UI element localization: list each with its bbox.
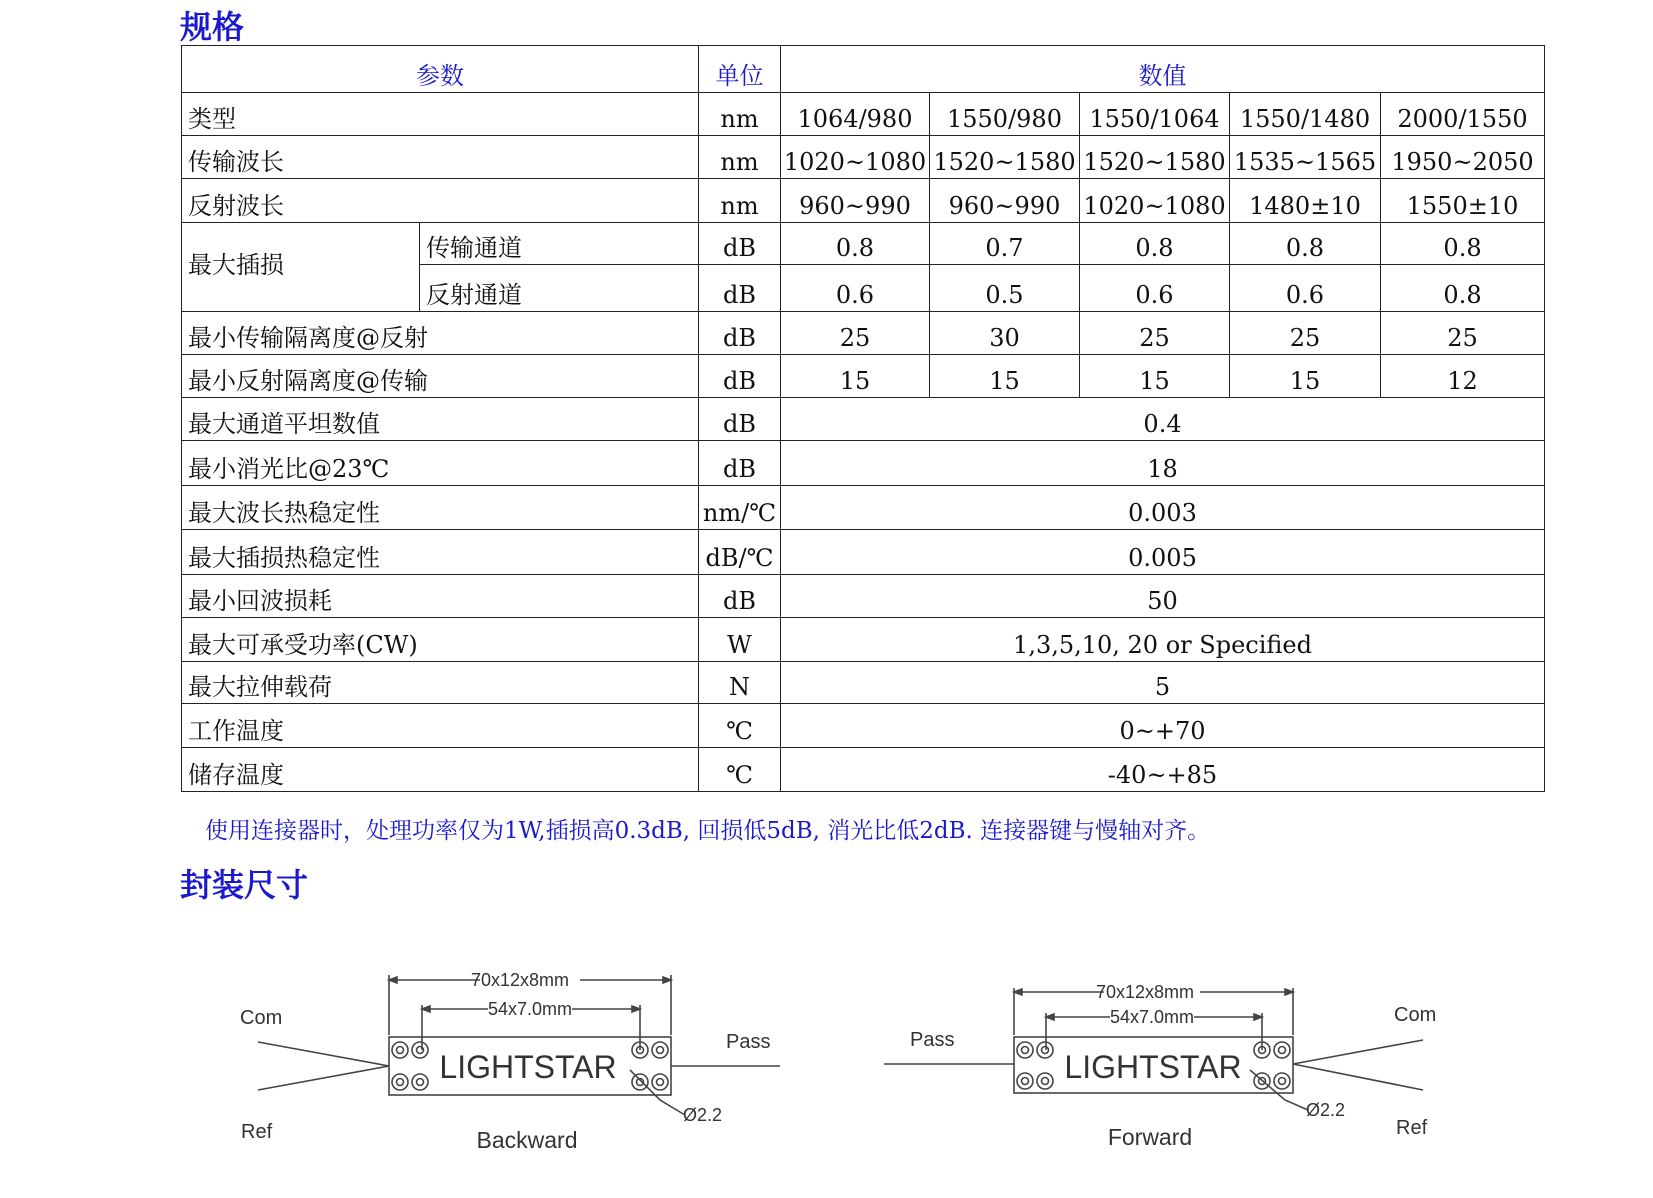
cell: 0.5 [930,265,1080,312]
cell: 1550/1480 [1230,93,1381,136]
cell: 0.8 [1381,223,1545,265]
forward-ref-label: Ref [1396,1117,1428,1139]
row-unit: nm [699,179,781,223]
cell: 0.4 [781,398,1545,441]
forward-brand: LIGHTSTAR [1064,1049,1242,1085]
header-unit: 单位 [699,46,781,93]
backward-hole-dim: Ø2.2 [683,1105,723,1125]
row-label: 最小传输隔离度@反射 [182,312,699,355]
cell: 0~+70 [781,704,1545,748]
cell: 50 [781,575,1545,618]
cell: -40~+85 [781,748,1545,792]
cell: 0.8 [781,223,930,265]
cell: 25 [1381,312,1545,355]
row-label: 最大可承受功率(CW) [182,618,699,662]
cell: 15 [1230,355,1381,398]
cell: 15 [930,355,1080,398]
row-unit: dB [699,265,781,312]
cell: 1535~1565 [1230,136,1381,179]
row-label: 最小消光比@23℃ [182,441,699,486]
row-unit: dB [699,355,781,398]
row-unit: ℃ [699,748,781,792]
header-param: 参数 [182,46,699,93]
forward-inner-dim: 54x7.0mm [1109,1007,1195,1027]
spec-heading: 规格 [180,8,245,46]
cell: 0.7 [930,223,1080,265]
forward-outer-dim: 70x12x8mm [1095,982,1195,1002]
forward-hole-dim: Ø2.2 [1306,1100,1346,1120]
cell: 15 [1080,355,1230,398]
backward-labels [240,970,770,1153]
backward-com-label: Com [240,1007,283,1029]
package-heading: 封装尺寸 [180,866,309,904]
cell: 1020~1080 [781,136,930,179]
header-value: 数值 [781,46,1545,93]
forward-labels [910,982,1436,1150]
cell: 960~990 [930,179,1080,223]
row-unit: dB [699,398,781,441]
row-label: 最大通道平坦数值 [182,398,699,441]
connector-note: 使用连接器时，处理功率仅为1W,插损高0.3dB, 回损低5dB, 消光比低2dB. 连接器键与慢轴对齐。 [205,818,1211,844]
row-label: 储存温度 [182,748,699,792]
cell: 0.6 [1080,265,1230,312]
backward-ref-label: Ref [241,1121,273,1143]
cell: 0.8 [1230,223,1381,265]
row-label: 最大波长热稳定性 [182,486,699,530]
cell: 2000/1550 [1381,93,1545,136]
cell: 1550/1064 [1080,93,1230,136]
forward-caption: Forward [1107,1124,1193,1150]
row-label: 反射波长 [182,179,699,223]
row-label: 最小反射隔离度@传输 [182,355,699,398]
cell: 1550±10 [1381,179,1545,223]
cell: 12 [1381,355,1545,398]
cell: 1950~2050 [1381,136,1545,179]
cell: 1550/980 [930,93,1080,136]
row-label: 传输波长 [182,136,699,179]
row-unit: nm [699,136,781,179]
cell: 0.005 [781,530,1545,575]
forward-pass-label: Pass [910,1029,955,1051]
cell: 25 [781,312,930,355]
backward-brand: LIGHTSTAR [439,1049,617,1085]
backward-pass-label: Pass [726,1031,771,1053]
backward-diagram [258,975,780,1115]
cell: 1,3,5,10, 20 or Specified [781,618,1545,662]
row-unit: W [699,618,781,662]
cell: 0.6 [781,265,930,312]
cell: 960~990 [781,179,930,223]
row-unit: dB [699,312,781,355]
row-unit: nm/℃ [699,486,781,530]
cell: 1520~1580 [930,136,1080,179]
backward-caption: Backward [476,1127,578,1153]
cell: 18 [781,441,1545,486]
cell: 1020~1080 [1080,179,1230,223]
cell: 1520~1580 [1080,136,1230,179]
row-unit: nm [699,93,781,136]
row-label: 最小回波损耗 [182,575,699,618]
row-unit: N [699,662,781,704]
cell: 0.8 [1080,223,1230,265]
row-label: 最大插损热稳定性 [182,530,699,575]
row-unit: dB [699,441,781,486]
forward-com-label: Com [1394,1004,1437,1026]
row-label: 最大拉伸载荷 [182,662,699,704]
cell: 0.6 [1230,265,1381,312]
cell: 0.8 [1381,265,1545,312]
row-label: 最大插损 [182,223,420,312]
cell: 0.003 [781,486,1545,530]
backward-inner-dim: 54x7.0mm [487,999,573,1019]
cell: 25 [1230,312,1381,355]
row-label: 工作温度 [182,704,699,748]
backward-outer-dim: 70x12x8mm [470,970,570,990]
cell: 25 [1080,312,1230,355]
cell: 1064/980 [781,93,930,136]
row-unit: dB/℃ [699,530,781,575]
cell: 30 [930,312,1080,355]
cell: 1480±10 [1230,179,1381,223]
row-unit: dB [699,223,781,265]
row-unit: dB [699,575,781,618]
row-sublabel: 反射通道 [420,265,699,312]
row-unit: ℃ [699,704,781,748]
row-sublabel: 传输通道 [420,223,699,265]
cell: 5 [781,662,1545,704]
row-label: 类型 [182,93,699,136]
cell: 15 [781,355,930,398]
